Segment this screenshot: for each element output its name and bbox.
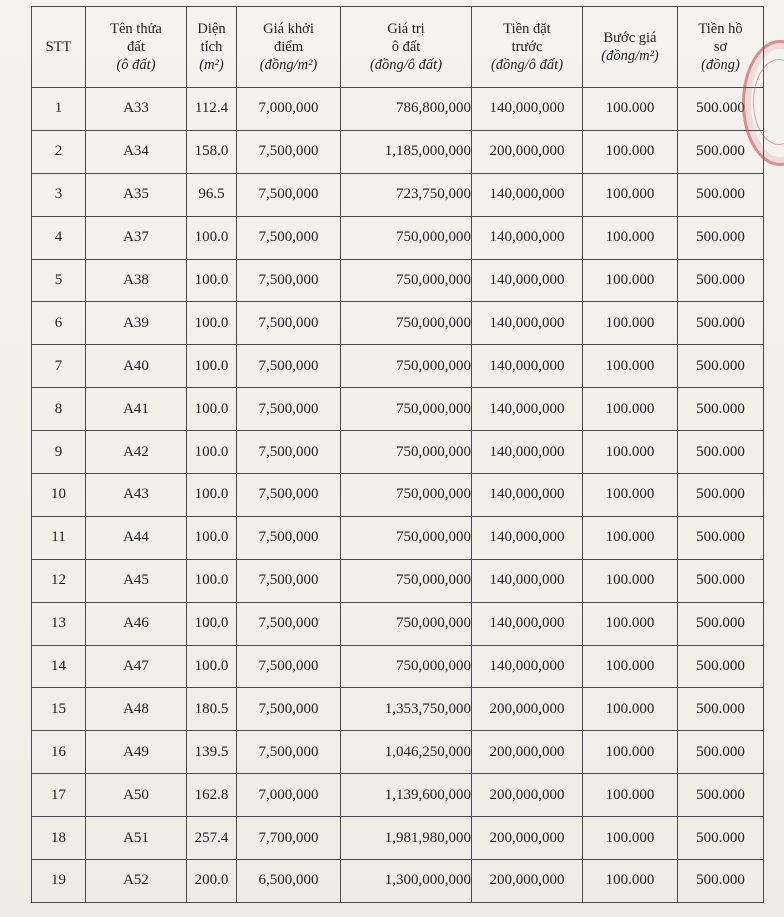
cell-start-price: 7,000,000: [237, 88, 341, 131]
cell-start-price: 7,500,000: [237, 216, 341, 259]
header-start-price: Giá khởi điểm (đồng/m²): [237, 7, 341, 88]
cell-file-fee: 500.000: [678, 688, 764, 731]
header-lot-name: Tên thửa đất (ô đất): [86, 7, 187, 88]
cell-lot-value: 750,000,000: [341, 559, 472, 602]
cell-file-fee: 500.000: [678, 817, 764, 860]
table-row: [32, 431, 764, 474]
cell-lot-name: A44: [86, 516, 187, 559]
cell-stt: 1: [32, 88, 86, 131]
cell-price-step: 100.000: [583, 216, 678, 259]
cell-lot-value: 750,000,000: [341, 516, 472, 559]
cell-file-fee: 500.000: [678, 259, 764, 302]
cell-stt: 17: [32, 774, 86, 817]
cell-start-price: 7,500,000: [237, 474, 341, 517]
cell-deposit: 140,000,000: [472, 431, 583, 474]
cell-stt: 19: [32, 860, 86, 903]
cell-start-price: 7,500,000: [237, 645, 341, 688]
cell-area: 100.0: [187, 559, 237, 602]
cell-lot-value: 786,800,000: [341, 88, 472, 131]
cell-lot-name: A37: [86, 216, 187, 259]
cell-lot-value: 750,000,000: [341, 431, 472, 474]
cell-start-price: 7,500,000: [237, 688, 341, 731]
cell-lot-value: 1,300,000,000: [341, 860, 472, 903]
header-lot-value: Giá trị ô đất (đồng/ô đất): [341, 7, 472, 88]
cell-lot-name: A45: [86, 559, 187, 602]
cell-price-step: 100.000: [583, 645, 678, 688]
cell-deposit: 200,000,000: [472, 731, 583, 774]
cell-stt: 10: [32, 474, 86, 517]
cell-file-fee: 500.000: [678, 559, 764, 602]
cell-price-step: 100.000: [583, 302, 678, 345]
cell-lot-name: A42: [86, 431, 187, 474]
cell-lot-name: A35: [86, 173, 187, 216]
cell-file-fee: 500.000: [678, 388, 764, 431]
cell-file-fee: 500.000: [678, 88, 764, 131]
table-row: [32, 474, 764, 517]
table-row: [32, 388, 764, 431]
cell-deposit: 200,000,000: [472, 817, 583, 860]
cell-file-fee: 500.000: [678, 774, 764, 817]
cell-deposit: 140,000,000: [472, 173, 583, 216]
cell-deposit: 200,000,000: [472, 860, 583, 903]
cell-lot-value: 750,000,000: [341, 602, 472, 645]
cell-price-step: 100.000: [583, 345, 678, 388]
table-row: [32, 130, 764, 173]
table-header: [32, 7, 764, 88]
cell-lot-value: 1,185,000,000: [341, 130, 472, 173]
cell-lot-value: 750,000,000: [341, 645, 472, 688]
cell-start-price: 7,500,000: [237, 731, 341, 774]
cell-file-fee: 500.000: [678, 216, 764, 259]
cell-lot-value: 750,000,000: [341, 302, 472, 345]
cell-price-step: 100.000: [583, 88, 678, 131]
cell-area: 100.0: [187, 431, 237, 474]
cell-lot-value: 1,981,980,000: [341, 817, 472, 860]
table-row: [32, 302, 764, 345]
table-row: [32, 88, 764, 131]
cell-lot-name: A50: [86, 774, 187, 817]
cell-price-step: 100.000: [583, 559, 678, 602]
cell-stt: 5: [32, 259, 86, 302]
cell-deposit: 140,000,000: [472, 345, 583, 388]
cell-stt: 9: [32, 431, 86, 474]
cell-stt: 4: [32, 216, 86, 259]
cell-price-step: 100.000: [583, 731, 678, 774]
cell-stt: 15: [32, 688, 86, 731]
cell-deposit: 140,000,000: [472, 602, 583, 645]
cell-lot-name: A49: [86, 731, 187, 774]
cell-area: 100.0: [187, 474, 237, 517]
cell-deposit: 140,000,000: [472, 474, 583, 517]
cell-deposit: 140,000,000: [472, 302, 583, 345]
cell-area: 100.0: [187, 216, 237, 259]
cell-start-price: 7,700,000: [237, 817, 341, 860]
table-row: [32, 774, 764, 817]
cell-lot-value: 1,046,250,000: [341, 731, 472, 774]
cell-area: 100.0: [187, 602, 237, 645]
header-stt: STT: [32, 7, 86, 88]
cell-price-step: 100.000: [583, 173, 678, 216]
cell-start-price: 7,500,000: [237, 130, 341, 173]
table-row: [32, 817, 764, 860]
cell-start-price: 7,500,000: [237, 559, 341, 602]
table-row: [32, 688, 764, 731]
cell-start-price: 7,500,000: [237, 602, 341, 645]
cell-start-price: 7,500,000: [237, 516, 341, 559]
cell-price-step: 100.000: [583, 774, 678, 817]
cell-price-step: 100.000: [583, 860, 678, 903]
cell-stt: 13: [32, 602, 86, 645]
cell-stt: 8: [32, 388, 86, 431]
header-deposit: Tiền đặt trước (đồng/ô đất): [472, 7, 583, 88]
cell-price-step: 100.000: [583, 474, 678, 517]
cell-area: 257.4: [187, 817, 237, 860]
table-row: [32, 860, 764, 903]
cell-file-fee: 500.000: [678, 645, 764, 688]
cell-start-price: 7,000,000: [237, 774, 341, 817]
cell-stt: 11: [32, 516, 86, 559]
cell-lot-name: A48: [86, 688, 187, 731]
cell-price-step: 100.000: [583, 431, 678, 474]
table-body: [32, 88, 764, 903]
cell-area: 162.8: [187, 774, 237, 817]
header-file-fee: Tiền hồ sơ (đồng): [678, 7, 764, 88]
header-price-step: Bước giá (đồng/m²): [583, 7, 678, 88]
table-row: [32, 516, 764, 559]
cell-deposit: 140,000,000: [472, 88, 583, 131]
cell-lot-name: A52: [86, 860, 187, 903]
cell-deposit: 140,000,000: [472, 559, 583, 602]
table-row: [32, 559, 764, 602]
cell-stt: 12: [32, 559, 86, 602]
cell-area: 96.5: [187, 173, 237, 216]
cell-area: 100.0: [187, 388, 237, 431]
cell-area: 158.0: [187, 130, 237, 173]
cell-file-fee: 500.000: [678, 860, 764, 903]
cell-price-step: 100.000: [583, 602, 678, 645]
cell-lot-name: A40: [86, 345, 187, 388]
cell-start-price: 7,500,000: [237, 173, 341, 216]
cell-stt: 3: [32, 173, 86, 216]
table-row: [32, 602, 764, 645]
cell-lot-name: A51: [86, 817, 187, 860]
cell-lot-name: A39: [86, 302, 187, 345]
cell-stt: 7: [32, 345, 86, 388]
cell-lot-value: 1,353,750,000: [341, 688, 472, 731]
cell-lot-name: A34: [86, 130, 187, 173]
cell-lot-name: A46: [86, 602, 187, 645]
cell-file-fee: 500.000: [678, 173, 764, 216]
cell-deposit: 200,000,000: [472, 688, 583, 731]
cell-deposit: 200,000,000: [472, 130, 583, 173]
header-row: [32, 7, 764, 88]
cell-area: 100.0: [187, 645, 237, 688]
cell-lot-value: 750,000,000: [341, 388, 472, 431]
cell-lot-name: A33: [86, 88, 187, 131]
cell-price-step: 100.000: [583, 388, 678, 431]
cell-start-price: 7,500,000: [237, 345, 341, 388]
cell-file-fee: 500.000: [678, 474, 764, 517]
cell-lot-value: 750,000,000: [341, 474, 472, 517]
table-row: [32, 259, 764, 302]
cell-area: 112.4: [187, 88, 237, 131]
land-auction-table: [31, 6, 764, 903]
cell-area: 100.0: [187, 345, 237, 388]
cell-start-price: 7,500,000: [237, 302, 341, 345]
cell-deposit: 200,000,000: [472, 774, 583, 817]
cell-lot-name: A41: [86, 388, 187, 431]
cell-start-price: 7,500,000: [237, 431, 341, 474]
cell-lot-name: A47: [86, 645, 187, 688]
cell-stt: 14: [32, 645, 86, 688]
cell-lot-name: A43: [86, 474, 187, 517]
cell-area: 200.0: [187, 860, 237, 903]
table-row: [32, 173, 764, 216]
cell-file-fee: 500.000: [678, 602, 764, 645]
header-area: Diện tích (m²): [187, 7, 237, 88]
table-row: [32, 731, 764, 774]
cell-file-fee: 500.000: [678, 731, 764, 774]
cell-area: 100.0: [187, 259, 237, 302]
cell-stt: 6: [32, 302, 86, 345]
cell-lot-value: 723,750,000: [341, 173, 472, 216]
cell-lot-value: 1,139,600,000: [341, 774, 472, 817]
cell-price-step: 100.000: [583, 516, 678, 559]
cell-start-price: 6,500,000: [237, 860, 341, 903]
cell-stt: 16: [32, 731, 86, 774]
cell-price-step: 100.000: [583, 688, 678, 731]
cell-file-fee: 500.000: [678, 302, 764, 345]
cell-stt: 2: [32, 130, 86, 173]
cell-file-fee: 500.000: [678, 516, 764, 559]
cell-file-fee: 500.000: [678, 130, 764, 173]
cell-price-step: 100.000: [583, 817, 678, 860]
cell-deposit: 140,000,000: [472, 645, 583, 688]
cell-file-fee: 500.000: [678, 345, 764, 388]
cell-area: 180.5: [187, 688, 237, 731]
cell-price-step: 100.000: [583, 130, 678, 173]
cell-deposit: 140,000,000: [472, 388, 583, 431]
cell-lot-name: A38: [86, 259, 187, 302]
cell-deposit: 140,000,000: [472, 216, 583, 259]
cell-lot-value: 750,000,000: [341, 345, 472, 388]
cell-file-fee: 500.000: [678, 431, 764, 474]
cell-area: 100.0: [187, 516, 237, 559]
cell-lot-value: 750,000,000: [341, 259, 472, 302]
cell-deposit: 140,000,000: [472, 259, 583, 302]
table-row: [32, 345, 764, 388]
cell-deposit: 140,000,000: [472, 516, 583, 559]
table-row: [32, 216, 764, 259]
cell-start-price: 7,500,000: [237, 259, 341, 302]
cell-start-price: 7,500,000: [237, 388, 341, 431]
table-row: [32, 645, 764, 688]
cell-area: 100.0: [187, 302, 237, 345]
cell-stt: 18: [32, 817, 86, 860]
cell-area: 139.5: [187, 731, 237, 774]
cell-lot-value: 750,000,000: [341, 216, 472, 259]
cell-price-step: 100.000: [583, 259, 678, 302]
